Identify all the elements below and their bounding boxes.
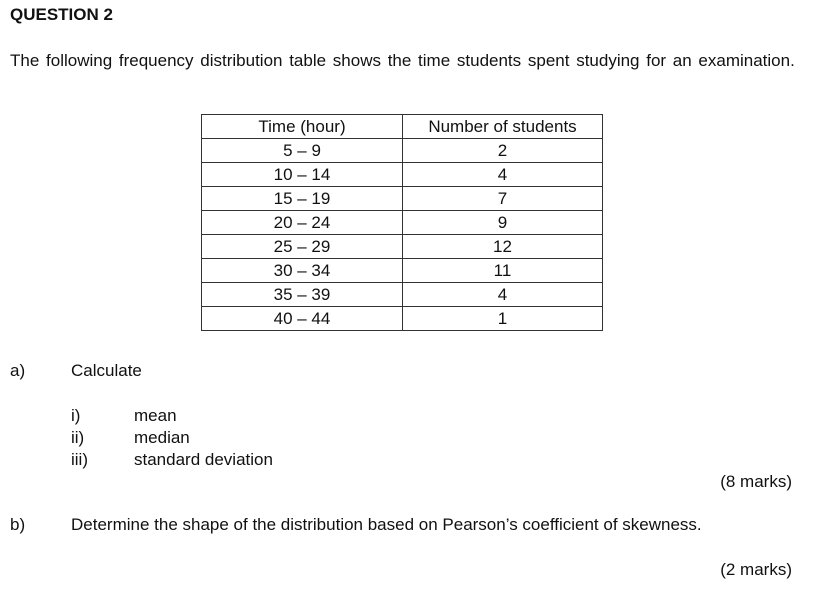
table-row xyxy=(202,283,603,307)
students-cell: 9 xyxy=(403,211,603,235)
part-b-label: b) xyxy=(10,515,26,534)
item-ii-text: median xyxy=(134,428,190,447)
item-iii-number: iii) xyxy=(71,450,88,469)
table-row xyxy=(202,307,603,331)
item-ii-number: ii) xyxy=(71,428,85,447)
item-i-text: mean xyxy=(134,406,177,425)
header-students: Number of students xyxy=(403,115,603,139)
table-row xyxy=(202,163,603,187)
table-header-row xyxy=(202,115,603,139)
question-intro: The following frequency distribution table shows the time students spent studying for an examination. xyxy=(10,51,795,70)
students-cell: 11 xyxy=(403,259,603,283)
students-cell: 4 xyxy=(403,283,603,307)
part-a-label: a) xyxy=(10,361,26,380)
frequency-table xyxy=(201,114,603,331)
time-cell: 30 – 34 xyxy=(202,259,403,283)
part-a-text: Calculate xyxy=(71,361,142,380)
students-cell: 4 xyxy=(403,163,603,187)
item-iii-text: standard deviation xyxy=(134,450,273,469)
time-cell: 20 – 24 xyxy=(202,211,403,235)
part-a-marks: (8 marks) xyxy=(720,472,792,491)
students-cell: 12 xyxy=(403,235,603,259)
time-cell: 25 – 29 xyxy=(202,235,403,259)
part-b-text: Determine the shape of the distribution based on Pearson’s coefficient of skewness. xyxy=(71,515,702,534)
table-row xyxy=(202,187,603,211)
time-cell: 40 – 44 xyxy=(202,307,403,331)
table-row xyxy=(202,235,603,259)
item-i-number: i) xyxy=(71,406,81,425)
table-row xyxy=(202,139,603,163)
table-row xyxy=(202,211,603,235)
students-cell: 7 xyxy=(403,187,603,211)
question-title: QUESTION 2 xyxy=(10,5,113,24)
part-b-marks: (2 marks) xyxy=(720,560,792,579)
header-time: Time (hour) xyxy=(202,115,403,139)
time-cell: 10 – 14 xyxy=(202,163,403,187)
students-cell: 2 xyxy=(403,139,603,163)
time-cell: 5 – 9 xyxy=(202,139,403,163)
students-cell: 1 xyxy=(403,307,603,331)
table-row xyxy=(202,259,603,283)
time-cell: 35 – 39 xyxy=(202,283,403,307)
time-cell: 15 – 19 xyxy=(202,187,403,211)
